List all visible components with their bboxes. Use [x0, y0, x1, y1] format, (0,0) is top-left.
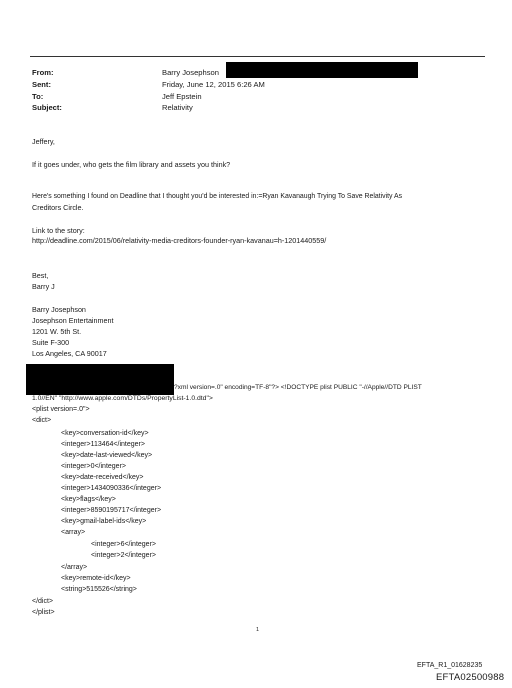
plist-line: </plist> — [32, 609, 55, 616]
header-rule — [30, 56, 485, 57]
signoff-name: Barry J — [32, 282, 55, 291]
plist-line: <integer>0</integer> — [61, 463, 126, 470]
plist-line: <key>gmail-label-ids</key> — [61, 518, 147, 525]
subject-label: Subject: — [32, 103, 62, 112]
plist-line: <integer>8590195717</integer> — [61, 507, 162, 514]
plist-line: </dict> — [32, 598, 54, 605]
plist-line: <key>remote-id</key> — [61, 575, 131, 582]
story-link[interactable]: http://deadline.com/2015/06/relativity-media-creditors-founder-ryan-kavanau=h-1201440559/ — [32, 236, 327, 245]
plist-line: <plist version=.0"> — [32, 406, 90, 413]
plist-line: </array> — [61, 564, 88, 571]
link-label: Link to the story: — [32, 226, 85, 235]
body-paragraph: Creditors Circle. — [32, 203, 84, 212]
body-paragraph: If it goes under, who gets the film library and assets you think? — [32, 160, 231, 169]
page-number: 1 — [256, 627, 260, 633]
from-label: From: — [32, 68, 54, 77]
plist-line: <array> — [61, 529, 86, 536]
plist-line: <key>date-last-viewed</key> — [61, 452, 153, 459]
sent-label: Sent: — [32, 80, 51, 89]
plist-line: <key>conversation-id</key> — [61, 430, 149, 437]
plist-line: <string>515526</string> — [61, 586, 137, 593]
plist-line: ?xml version=.0" encoding=TF-8"?> <!DOCTYPE plist PUBLIC "-//Apple//DTD PLIST — [174, 384, 422, 391]
redaction-box — [26, 364, 174, 395]
sent-value: Friday, June 12, 2015 6:26 AM — [162, 80, 265, 89]
plist-line: <integer>2</integer> — [91, 552, 156, 559]
signoff: Best, — [32, 271, 49, 280]
document-id-small: EFTA_R1_01628235 — [417, 662, 483, 669]
signature-address: 1201 W. 5th St. — [32, 327, 82, 336]
body-paragraph: Here's something I found on Deadline that I thought you'd be interested in:=Ryan Kavanaugh Trying To Save Relativity As — [32, 193, 403, 200]
plist-line: <dict> — [32, 417, 52, 424]
signature-address: Suite F-300 — [32, 338, 70, 347]
signature-name: Barry Josephson — [32, 305, 86, 314]
plist-line: <key>flags</key> — [61, 496, 116, 503]
plist-line: <integer>6</integer> — [91, 541, 156, 548]
to-label: To: — [32, 92, 44, 101]
from-value: Barry Josephson — [162, 68, 219, 77]
plist-line: <key>date-received</key> — [61, 474, 144, 481]
subject-value: Relativity — [162, 103, 193, 112]
plist-line: 1.0//EN" "http://www.apple.com/DTDs/PropertyList-1.0.dtd"> — [32, 395, 213, 402]
signature-address: Los Angeles, CA 90017 — [32, 349, 107, 358]
plist-line: <integer>1434090336</integer> — [61, 485, 162, 492]
document-id-large: EFTA02500988 — [436, 672, 505, 683]
plist-line: <integer>113464</integer> — [61, 441, 145, 448]
greeting: Jeffery, — [32, 137, 55, 146]
to-value: Jeff Epstein — [162, 92, 202, 101]
signature-company: Josephson Entertainment — [32, 316, 114, 325]
redaction-box — [226, 62, 418, 78]
